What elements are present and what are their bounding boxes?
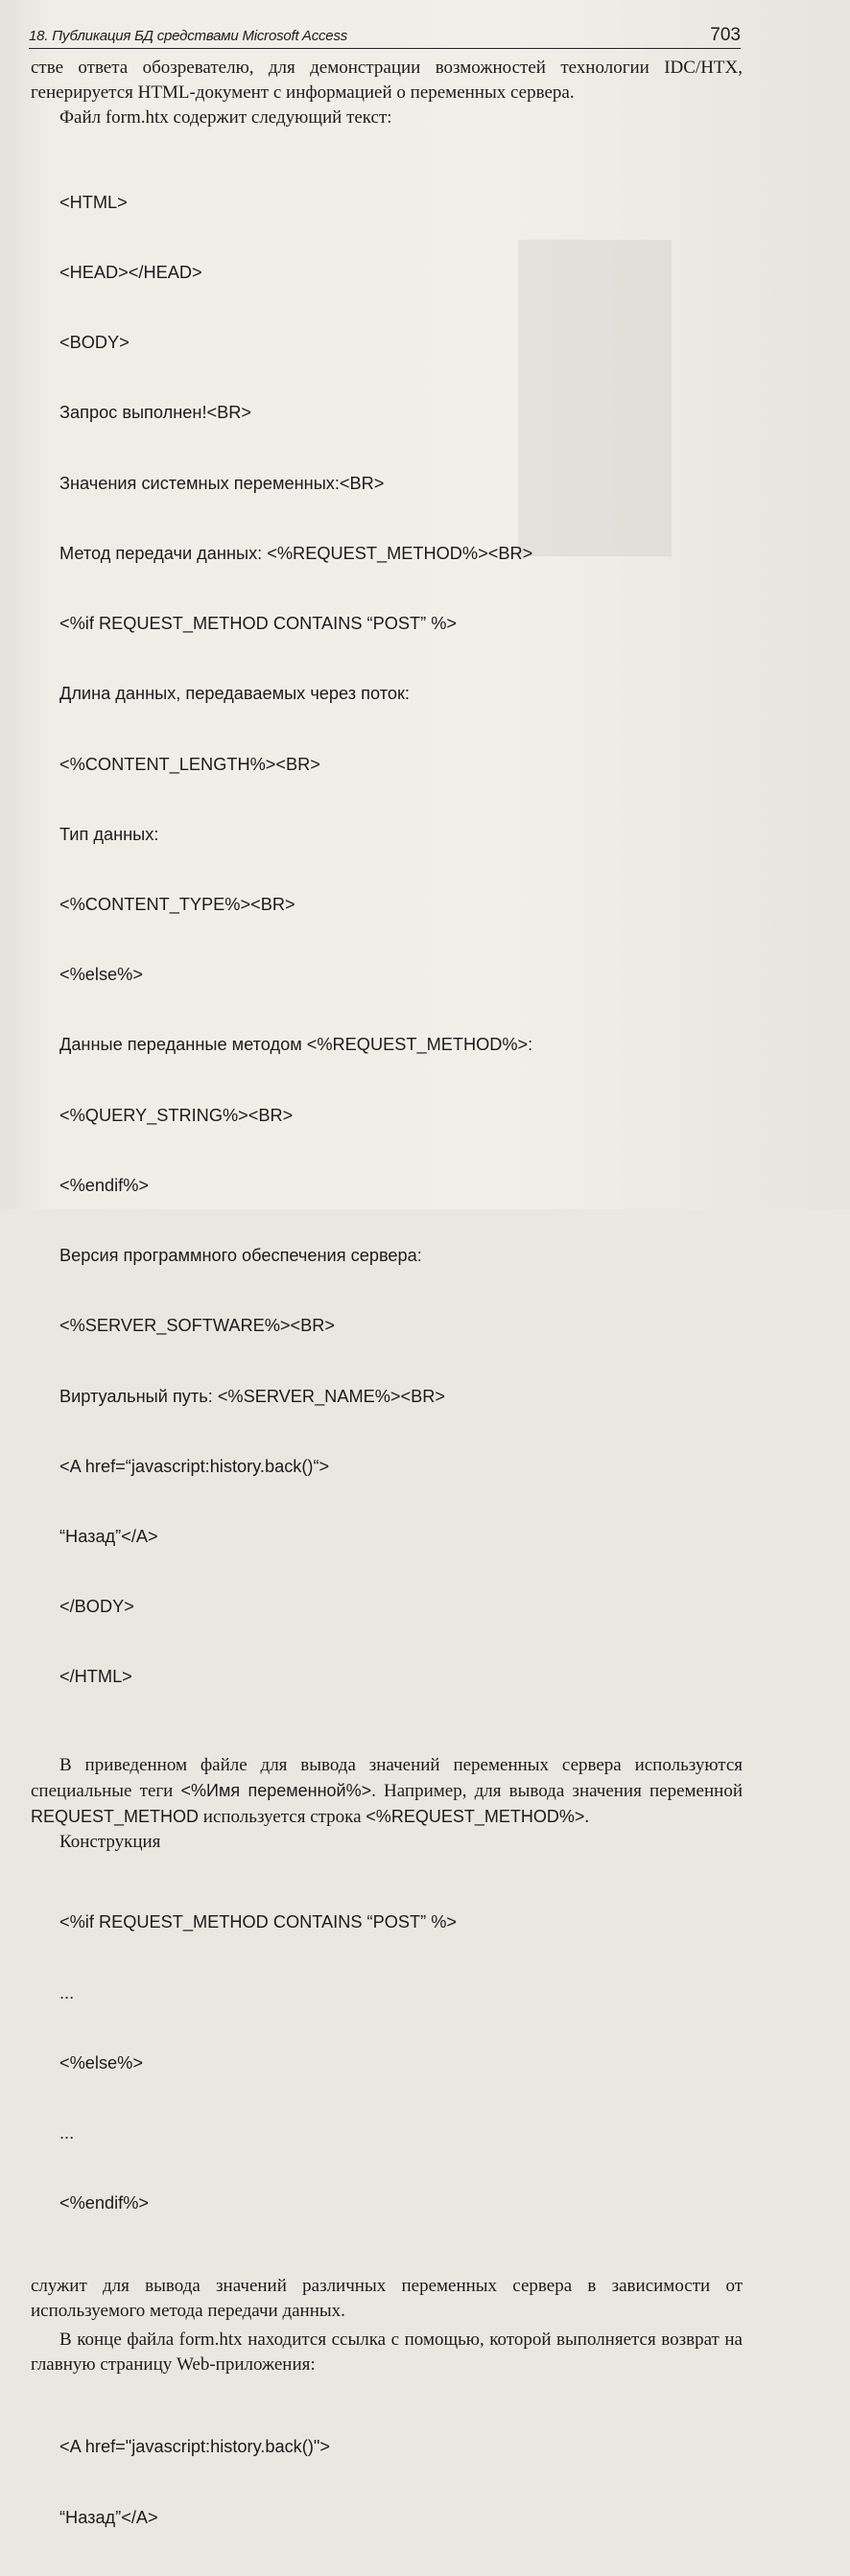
code-line: <%endif%> [59, 2193, 150, 2213]
explanation-text: . [584, 1806, 590, 1827]
code-line: <%QUERY_STRING%><BR> [59, 1105, 294, 1125]
chapter-title: 18. Публикация БД средствами Microsoft Access [29, 28, 348, 44]
conditional-explanation: служит для вывода значений различных переменных сервера в зависимости от используемого метода передачи данных. [31, 2275, 743, 2321]
code-line: “Назад”</A> [59, 2507, 158, 2527]
inline-variable: REQUEST_METHOD [31, 1806, 200, 1826]
code-block-back-link [59, 2389, 743, 2576]
code-line: <A href="javascript:history.back()"> [59, 2437, 330, 2457]
code-line: <HTML> [59, 192, 128, 212]
page-number: 703 [710, 25, 741, 45]
code-line: <%endif%> [59, 1175, 150, 1195]
code-line: ... [59, 1982, 75, 2002]
code-line: <%if REQUEST_METHOD CONTAINS “POST” %> [59, 1912, 457, 1932]
code-line: Метод передачи данных: <%REQUEST_METHOD%><BR> [59, 543, 533, 563]
intro-paragraph: стве ответа обозревателю, для демонстрации возможностей технологии IDC/HTX, генерируется HTML-документ с информацией о переменных сервера. [31, 58, 743, 103]
code-line: Длина данных, передаваемых через поток: [59, 684, 410, 704]
code-line: <%SERVER_SOFTWARE%><BR> [59, 1316, 336, 1336]
code-line: </BODY> [59, 1597, 134, 1617]
construct-label: Конструкция [59, 1831, 161, 1852]
code-line: <%CONTENT_TYPE%><BR> [59, 895, 295, 914]
running-header [29, 23, 741, 49]
page-content [31, 56, 743, 2576]
explanation-text: используется строка [199, 1806, 366, 1827]
code-line: Версия программного обеспечения сервера: [59, 1246, 422, 1266]
code-line: <A href=“javascript:history.back()“> [59, 1456, 330, 1476]
code-line: Запрос выполнен!<BR> [59, 403, 252, 423]
code-block-form-htx [59, 144, 743, 1736]
code-line: Виртуальный путь: <%SERVER_NAME%><BR> [59, 1386, 446, 1406]
code-line: <%else%> [59, 965, 143, 985]
code-line: <%if REQUEST_METHOD CONTAINS “POST” %> [59, 614, 457, 634]
code-line: Значения системных переменных:<BR> [59, 473, 385, 493]
code-line: Тип данных: [59, 824, 159, 844]
back-link-intro: В конце файла form.htx находится ссылка с помощью, которой выполняется возврат на главную страницу Web-приложения: [31, 2329, 743, 2375]
code-line: <%CONTENT_LENGTH%><BR> [59, 754, 320, 774]
code-line: </HTML> [59, 1667, 132, 1687]
inline-string: <%REQUEST_METHOD%> [366, 1806, 585, 1826]
code-line: <HEAD></HEAD> [59, 263, 202, 283]
explanation-text: В приведенном файле для вывода значений переменных сервера используются специальные теги [31, 1754, 743, 1801]
code-line: <BODY> [59, 333, 130, 353]
code-line: Данные переданные методом <%REQUEST_METHOD%>: [59, 1035, 533, 1055]
code-line: “Назад”</A> [59, 1526, 158, 1546]
file-intro: Файл form.htx содержит следующий текст: [59, 107, 392, 128]
code-block-conditional [59, 1864, 743, 2262]
code-line: ... [59, 2123, 75, 2143]
explanation-text: . Например, для вывода значения переменной [371, 1780, 743, 1801]
code-line: <%else%> [59, 2052, 143, 2073]
inline-tag: <%Имя переменной%> [180, 1780, 372, 1800]
explanation-paragraph [31, 1753, 743, 1830]
